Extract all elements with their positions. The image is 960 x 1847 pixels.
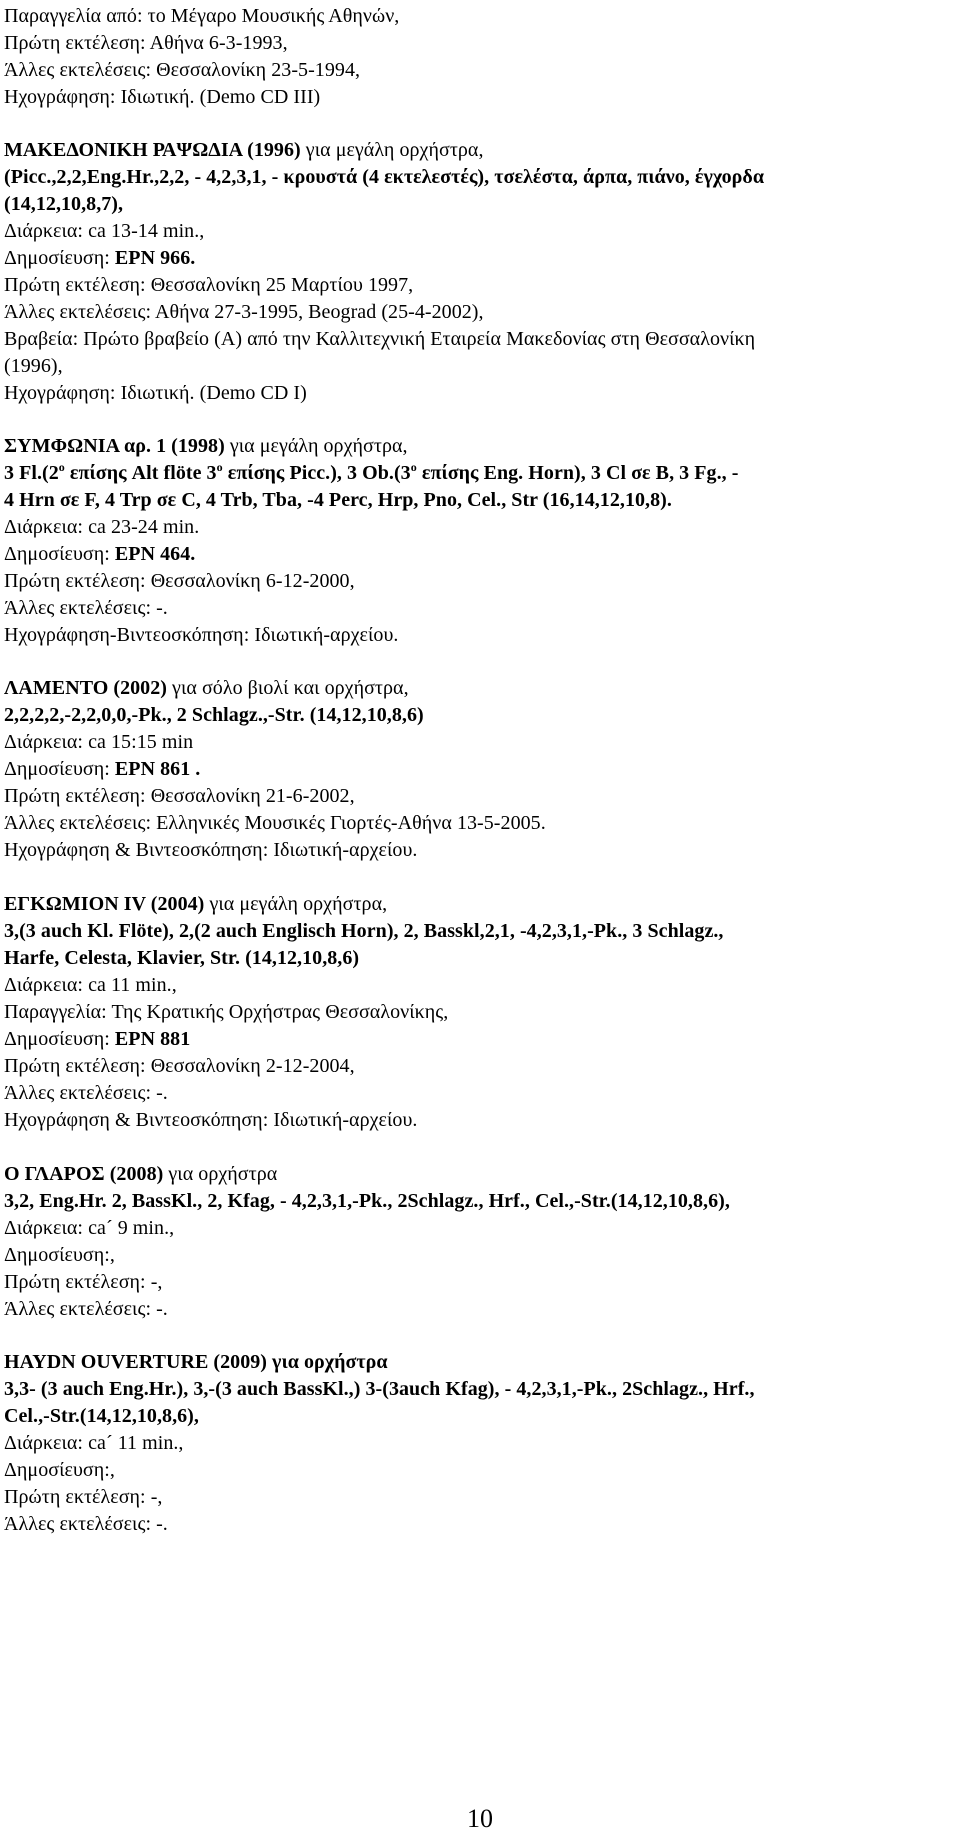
work-title-symfonia-1: ΣΥΜΦΩΝΙΑ αρ. 1 (1998) για μεγάλη ορχήστρα, bbox=[4, 435, 408, 457]
premiere-line: Πρώτη εκτέλεση: Αθήνα 6-3-1993, bbox=[4, 32, 288, 54]
instrumentation-line: 3 Fl.(2$^o$ επίσης Alt flöte 3$^o$ επίσης Picc.), 3 Ob.(3$^o$ επίσης Eng. Horn), 3 Cl σε B, 3 Fg., - bbox=[4, 460, 739, 484]
premiere-line: Πρώτη εκτέλεση: Θεσσαλονίκη 6-12-2000, bbox=[4, 570, 355, 592]
publication-line: Δημοσίευση: EPN 966. bbox=[4, 247, 196, 269]
work-title-egkomion-iv: ΕΓΚΩΜΙΟΝ IV (2004) για μεγάλη ορχήστρα, bbox=[4, 893, 388, 915]
recording-line: Ηχογράφηση & Βιντεοσκόπηση: Ιδιωτική-αρχείου. bbox=[4, 839, 418, 861]
work-title-lamento: ΛΑΜΕΝΤΟ (2002) για σόλο βιολί και ορχήστρα, bbox=[4, 677, 409, 699]
recording-line: Ηχογράφηση-Βιντεοσκόπηση: Ιδιωτική-αρχείου. bbox=[4, 624, 399, 646]
instrumentation-line: Harfe, Celesta, Klavier, Str. (14,12,10,8,6) bbox=[4, 947, 360, 969]
premiere-line: Πρώτη εκτέλεση: Θεσσαλονίκη 25 Μαρτίου 1997, bbox=[4, 274, 414, 296]
page-number: 10 bbox=[467, 1804, 493, 1833]
instrumentation-line: 3,(3 auch Kl. Flöte), 2,(2 auch Englisch Horn), 2, Basskl,2,1, -4,2,3,1,-Pk., 3 Schlagz., bbox=[4, 920, 724, 942]
other-performances-line: Άλλες εκτελέσεις: -. bbox=[4, 1513, 168, 1535]
duration-line: Διάρκεια: ca 11 min., bbox=[4, 974, 177, 996]
publication-line: Δημοσίευση: EPN 464. bbox=[4, 543, 196, 565]
instrumentation-line: (Picc.,2,2,Eng.Hr.,2,2, - 4,2,3,1, - κρουστά (4 εκτελεστές), τσελέστα, άρπα, πιάνο, έγχορδα bbox=[4, 166, 765, 188]
publication-line: Δημοσίευση: EPN 861 . bbox=[4, 758, 201, 780]
duration-line: Διάρκεια: ca´ 11 min., bbox=[4, 1432, 184, 1454]
other-performances-line: Άλλες εκτελέσεις: Θεσσαλονίκη 23-5-1994, bbox=[4, 59, 361, 81]
recording-line: Ηχογράφηση: Ιδιωτική. (Demo CD III) bbox=[4, 86, 321, 108]
other-performances-line: Άλλες εκτελέσεις: -. bbox=[4, 1298, 168, 1320]
duration-line: Διάρκεια: ca 15:15 min bbox=[4, 731, 194, 753]
instrumentation-line: 2,2,2,2,-2,2,0,0,-Pk., 2 Schlagz.,-Str. (14,12,10,8,6) bbox=[4, 704, 424, 726]
work-title-haydn-ouverture: HAYDN OUVERTURE (2009) για ορχήστρα bbox=[4, 1351, 388, 1373]
instrumentation-line: (14,12,10,8,7), bbox=[4, 193, 124, 215]
commission-line: Παραγγελία: Της Κρατικής Ορχήστρας Θεσσαλονίκης, bbox=[4, 1001, 449, 1023]
recording-line: Ηχογράφηση: Ιδιωτική. (Demo CD I) bbox=[4, 382, 307, 404]
other-performances-line: Άλλες εκτελέσεις: -. bbox=[4, 1082, 168, 1104]
duration-line: Διάρκεια: ca´ 9 min., bbox=[4, 1217, 175, 1239]
other-performances-line: Άλλες εκτελέσεις: Ελληνικές Μουσικές Γιορτές-Αθήνα 13-5-2005. bbox=[4, 812, 546, 834]
recording-line: Ηχογράφηση & Βιντεοσκόπηση: Ιδιωτική-αρχείου. bbox=[4, 1109, 418, 1131]
instrumentation-line: 3,3- (3 auch Eng.Hr.), 3,-(3 auch BassKl.,) 3-(3auch Kfag), - 4,2,3,1,-Pk., 2Schlagz., Hrf., bbox=[4, 1378, 755, 1400]
other-performances-line: Άλλες εκτελέσεις: -. bbox=[4, 597, 168, 619]
duration-line: Διάρκεια: ca 13-14 min., bbox=[4, 220, 205, 242]
work-title-o-glaros: Ο ΓΛΑΡΟΣ (2008) για ορχήστρα bbox=[4, 1163, 278, 1185]
premiere-line: Πρώτη εκτέλεση: -, bbox=[4, 1271, 163, 1293]
publication-line: Δημοσίευση:, bbox=[4, 1244, 115, 1266]
awards-line: Βραβεία: Πρώτο βραβείο (A) από την Καλλιτεχνική Εταιρεία Μακεδονίας στη Θεσσαλονίκη bbox=[4, 328, 756, 350]
publication-line: Δημοσίευση: EPN 881 bbox=[4, 1028, 191, 1050]
premiere-line: Πρώτη εκτέλεση: Θεσσαλονίκη 2-12-2004, bbox=[4, 1055, 355, 1077]
instrumentation-line: 3,2, Eng.Hr. 2, BassKl., 2, Kfag, - 4,2,3,1,-Pk., 2Schlagz., Hrf., Cel.,-Str.(14,12,10,8,6), bbox=[4, 1190, 730, 1212]
duration-line: Διάρκεια: ca 23-24 min. bbox=[4, 516, 200, 538]
instrumentation-line: 4 Hrn σε F, 4 Trp σε C, 4 Trb, Tba, -4 Perc, Hrp, Pno, Cel., Str (16,14,12,10,8). bbox=[4, 489, 672, 511]
commission-line: Παραγγελία από: το Μέγαρο Μουσικής Αθηνών, bbox=[4, 5, 400, 27]
awards-line: (1996), bbox=[4, 355, 63, 377]
work-title-makedoniki-rapsodia: ΜΑΚΕΔΟΝΙΚΗ ΡΑΨΩΔΙΑ (1996) για μεγάλη ορχήστρα, bbox=[4, 139, 484, 161]
premiere-line: Πρώτη εκτέλεση: -, bbox=[4, 1486, 163, 1508]
instrumentation-line: Cel.,-Str.(14,12,10,8,6), bbox=[4, 1405, 199, 1427]
publication-line: Δημοσίευση:, bbox=[4, 1459, 115, 1481]
other-performances-line: Άλλες εκτελέσεις: Αθήνα 27-3-1995, Beograd (25-4-2002), bbox=[4, 301, 484, 323]
premiere-line: Πρώτη εκτέλεση: Θεσσαλονίκη 21-6-2002, bbox=[4, 785, 355, 807]
